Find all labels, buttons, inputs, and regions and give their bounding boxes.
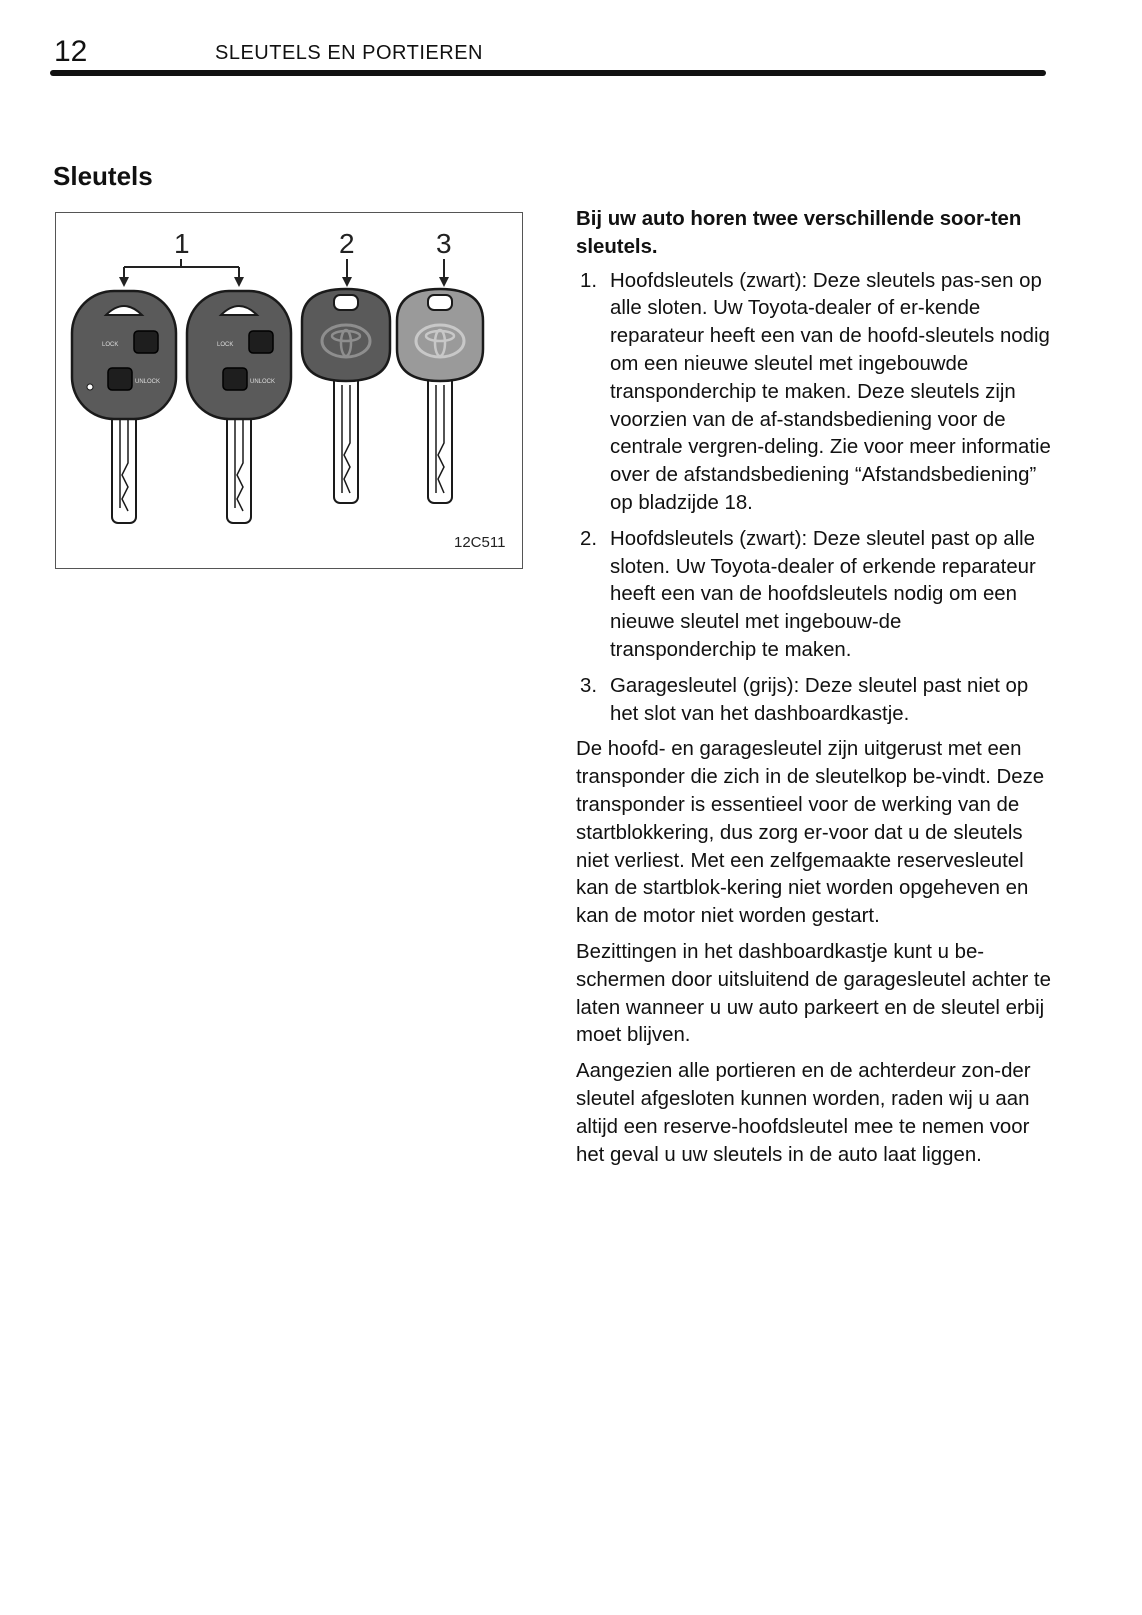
list-item-text: Hoofdsleutels (zwart): Deze sleutels pas-sen op alle sloten. Uw Toyota‑dealer of er-kende reparateur heeft een van de hoofd-sleutels nodig om een nieuwe sleutel met ingebouwde transponderchip te maken. Deze sleutels zijn voorzien van de af-standsbediening voor de centrale vergren-deling. Zie voor meer informatie over de afstandsbediening “Afstandsbediening” op bladzijde 18.	[610, 269, 1051, 514]
paragraph-transponder: De hoofd‑ en garagesleutel zijn uitgerust met een transponder die zich in de sleutelkop be-vindt. Deze transponder is essentieel voor de werking van de startblokkering, dus zorg er-voor dat u de sleutels niet verliest. Met een zelfgemaakte reservesleutel kan de startblok-kering niet worden opgeheven en kan de motor niet worden gestart.	[576, 738, 1045, 928]
figure-code: 12C511	[454, 534, 506, 551]
master-key-2	[187, 291, 291, 523]
list-item	[576, 673, 1052, 729]
valet-key	[397, 289, 483, 503]
section-title: Sleutels	[53, 161, 153, 191]
lock-button-label-1: LOCK	[102, 342, 119, 348]
list-item	[576, 268, 1052, 518]
page-number: 12	[54, 35, 88, 68]
paragraph-glovebox: Bezittingen in het dashboardkastje kunt u be-schermen door uitsluitend de garagesleutel achter te laten wanneer u uw auto parkeert en de sleutel erbij moet blijven.	[576, 940, 1051, 1047]
list-item-text: Garagesleutel (grijs): Deze sleutel past niet op het slot van het dashboardkastje.	[610, 674, 1029, 725]
list-item-number: 1.	[580, 269, 598, 292]
keys-drawing	[56, 213, 522, 568]
callout-2: 2	[339, 228, 355, 259]
master-key-1	[72, 291, 176, 523]
callout-arrowheads	[119, 277, 449, 287]
running-head: SLEUTELS EN PORTIEREN	[215, 42, 483, 64]
paragraph-spare-key: Aangezien alle portieren en de achterdeur zon-der sleutel afgesloten kunnen worden, raden wij u aan altijd een reserve‑hoofdsleutel mee te nemen voor het geval u uw sleutels in de auto laat liggen.	[576, 1060, 1031, 1166]
keys-illustration	[55, 212, 523, 569]
list-item	[576, 526, 1052, 665]
lock-button-label-2: LOCK	[217, 342, 234, 348]
intro-text: Bij uw auto horen twee verschillende soor-ten sleutels.	[576, 208, 1022, 258]
list-item-number: 3.	[580, 674, 598, 697]
master-key-3	[302, 289, 390, 503]
list-item-text: Hoofdsleutels (zwart): Deze sleutel past op alle sloten. Uw Toyota‑dealer of erkende reparateur heeft een van de hoofdsleutels nodig om een nieuwe sleutel met ingebouw-de transponderchip te maken.	[610, 527, 1036, 661]
callout-leaders	[124, 259, 444, 279]
list-item-number: 2.	[580, 527, 598, 550]
callout-1: 1	[174, 228, 190, 259]
header-rule	[50, 70, 1046, 76]
unlock-button-label-1: UNLOCK	[135, 379, 161, 385]
key-types-list	[576, 268, 1052, 729]
unlock-button-label-2: UNLOCK	[250, 379, 276, 385]
main-text-column	[576, 206, 1052, 1177]
callout-3: 3	[436, 228, 452, 259]
